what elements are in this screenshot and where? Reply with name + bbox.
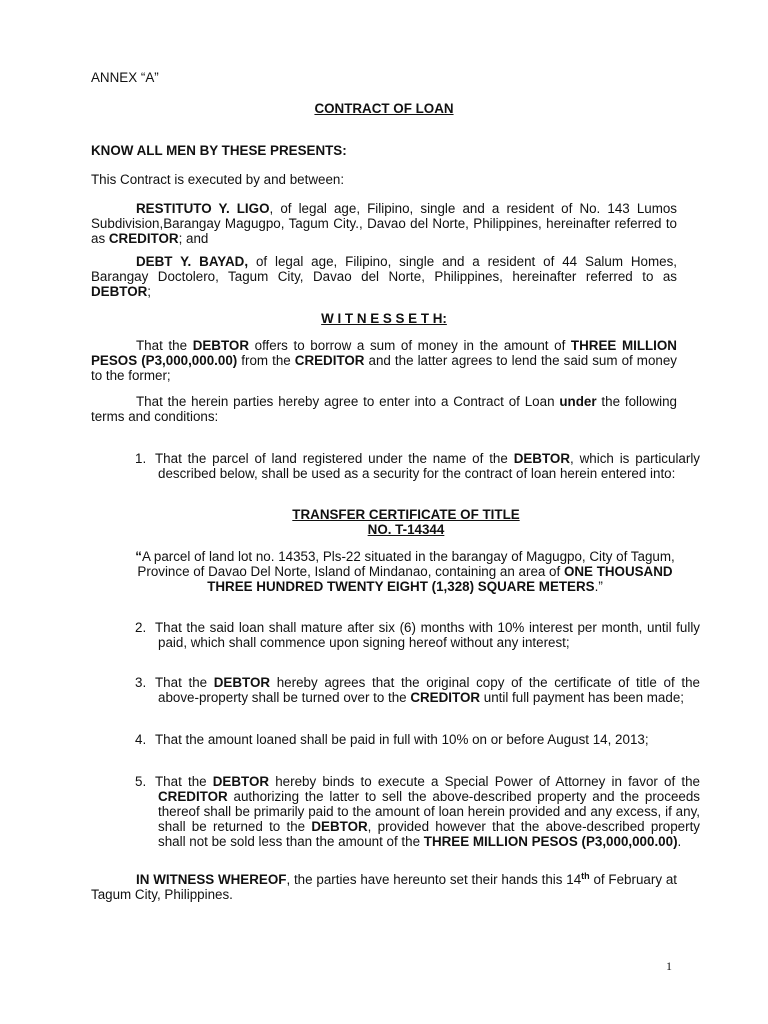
para2-text-a: That the herein parties hereby agree to enter into a Contract of Loan: [136, 394, 560, 409]
property-description: [130, 549, 680, 594]
witnesseth-heading: [91, 311, 677, 326]
item5-number: 5.: [135, 774, 147, 789]
para1-creditor: CREDITOR: [294, 353, 365, 368]
annex-label: [91, 70, 677, 85]
closing-text-b: , the parties have hereunto set their hands this 14: [286, 872, 582, 887]
creditor-details: , of legal age, Filipino, single and a resident of No. 143 Lumos Subdivision,Barangay Magugpo, Tagum City., Davao del Norte, Philippines, hereinafter referred to as: [91, 201, 678, 246]
para1-text-a: That the: [136, 338, 193, 353]
item5-amount: THREE MILLION PESOS (P3,000,000.00): [423, 834, 678, 849]
heading-text: KNOW ALL MEN BY THESE PRESENTS:: [91, 143, 347, 158]
item3-debtor: DEBTOR: [213, 675, 271, 690]
item5-text-e: authorizing the latter to sell the above-described property and the proceeds thereof shall be primarily paid to the amount of loan herein provided and any excess, if any, shall be returned to the: [158, 789, 700, 834]
tct-heading: [135, 507, 677, 537]
desc-close: .”: [594, 579, 603, 594]
item5-creditor: CREDITOR: [158, 789, 228, 804]
item5-end: .: [677, 834, 682, 849]
item1-debtor: DEBTOR: [513, 451, 570, 466]
tct-line2: NO. T-14344: [367, 522, 445, 537]
para2-under: under: [559, 394, 597, 409]
closing-text-c: of February at Tagum City, Philippines.: [91, 872, 677, 902]
item1-text-c: , which is particularly described below, shall be used as a security for the contract of loan herein entered into:: [158, 451, 700, 481]
item5-text-c: hereby binds to execute a Special Power of Attorney in favor of the: [269, 774, 700, 789]
para1-text-g: and the latter agrees to lend the said sum of money to the former;: [91, 353, 677, 383]
title-text: CONTRACT OF LOAN: [314, 101, 454, 116]
item5-text-g: , provided however that the above-described property shall not be sold less than the amount of the: [158, 819, 700, 849]
item3-text-c: hereby agrees that the original copy of the certificate of title of the above-property shall be turned over to the: [158, 675, 700, 705]
tct-line1: TRANSFER CERTIFICATE OF TITLE: [292, 507, 520, 522]
condition-item-3: [135, 675, 700, 705]
desc-text-a: A parcel of land lot no. 14353, Pls-22 situated in the barangay of Magugpo, City of Tagum, Province of Davao Del Norte, Island of Mindanao, containing an area of: [137, 549, 675, 579]
debtor-name: DEBT Y. BAYAD,: [136, 254, 249, 269]
para1-amount: THREE MILLION PESOS (P3,000,000.00): [91, 338, 677, 368]
intro-line: [91, 172, 677, 187]
closing-paragraph: [91, 872, 677, 902]
para1-debtor: DEBTOR: [192, 338, 249, 353]
creditor-role: CREDITOR: [108, 231, 179, 246]
creditor-paragraph: [91, 201, 677, 246]
item3-text-a: That the: [155, 675, 214, 690]
para1-text-e: from the: [237, 353, 295, 368]
intro-text: This Contract is executed by and between:: [91, 172, 345, 187]
condition-item-4: [135, 732, 700, 747]
para1-text-c: offers to borrow a sum of money in the amount of: [248, 338, 571, 353]
condition-item-2: [135, 620, 700, 650]
debtor-tail: ;: [147, 284, 152, 299]
item5-debtor: DEBTOR: [212, 774, 270, 789]
item5-text-a: That the: [155, 774, 213, 789]
debtor-paragraph: [91, 254, 677, 299]
condition-item-1: [135, 451, 700, 481]
loan-amount-paragraph: [91, 338, 677, 383]
creditor-name: RESTITUTO Y. LIGO: [136, 201, 270, 216]
item3-number: 3.: [135, 675, 147, 690]
condition-item-5: [135, 774, 700, 849]
desc-area: ONE THOUSAND THREE HUNDRED TWENTY EIGHT (1,328) SQUARE METERS: [207, 564, 673, 594]
item1-text-a: That the parcel of land registered under the name of the: [155, 451, 514, 466]
closing-witness-whereof: IN WITNESS WHEREOF: [136, 872, 287, 887]
item4-number: 4.: [135, 732, 147, 747]
desc-open-quote: “: [135, 549, 142, 564]
item4-text: That the amount loaned shall be paid in full with 10% on or before August 14, 2013;: [155, 732, 649, 747]
item5-debtor-2: DEBTOR: [311, 819, 368, 834]
page-number: 1: [666, 959, 672, 973]
debtor-role: DEBTOR: [91, 284, 148, 299]
debtor-details: of legal age, Filipino, single and a resident of 44 Salum Homes, Barangay Doctolero, Tagum City, Davao del Norte, Philippines, hereinafter referred to as: [91, 254, 677, 284]
annex-text: ANNEX “A”: [91, 70, 159, 85]
document-title: [91, 101, 677, 116]
witnesseth-text: W I T N E S S E T H:: [321, 311, 447, 326]
para2-text-c: the following terms and conditions:: [91, 394, 677, 424]
item3-text-e: until full payment has been made;: [480, 690, 684, 705]
opening-heading: [91, 143, 677, 158]
item2-number: 2.: [135, 620, 147, 635]
creditor-tail: ; and: [178, 231, 209, 246]
item1-number: 1.: [135, 451, 147, 466]
item3-creditor: CREDITOR: [410, 690, 481, 705]
terms-paragraph: [91, 394, 677, 424]
item2-text: That the said loan shall mature after six (6) months with 10% interest per month, until fully paid, which shall commence upon signing hereof without any interest;: [155, 620, 700, 650]
closing-ordinal: th: [581, 871, 590, 881]
